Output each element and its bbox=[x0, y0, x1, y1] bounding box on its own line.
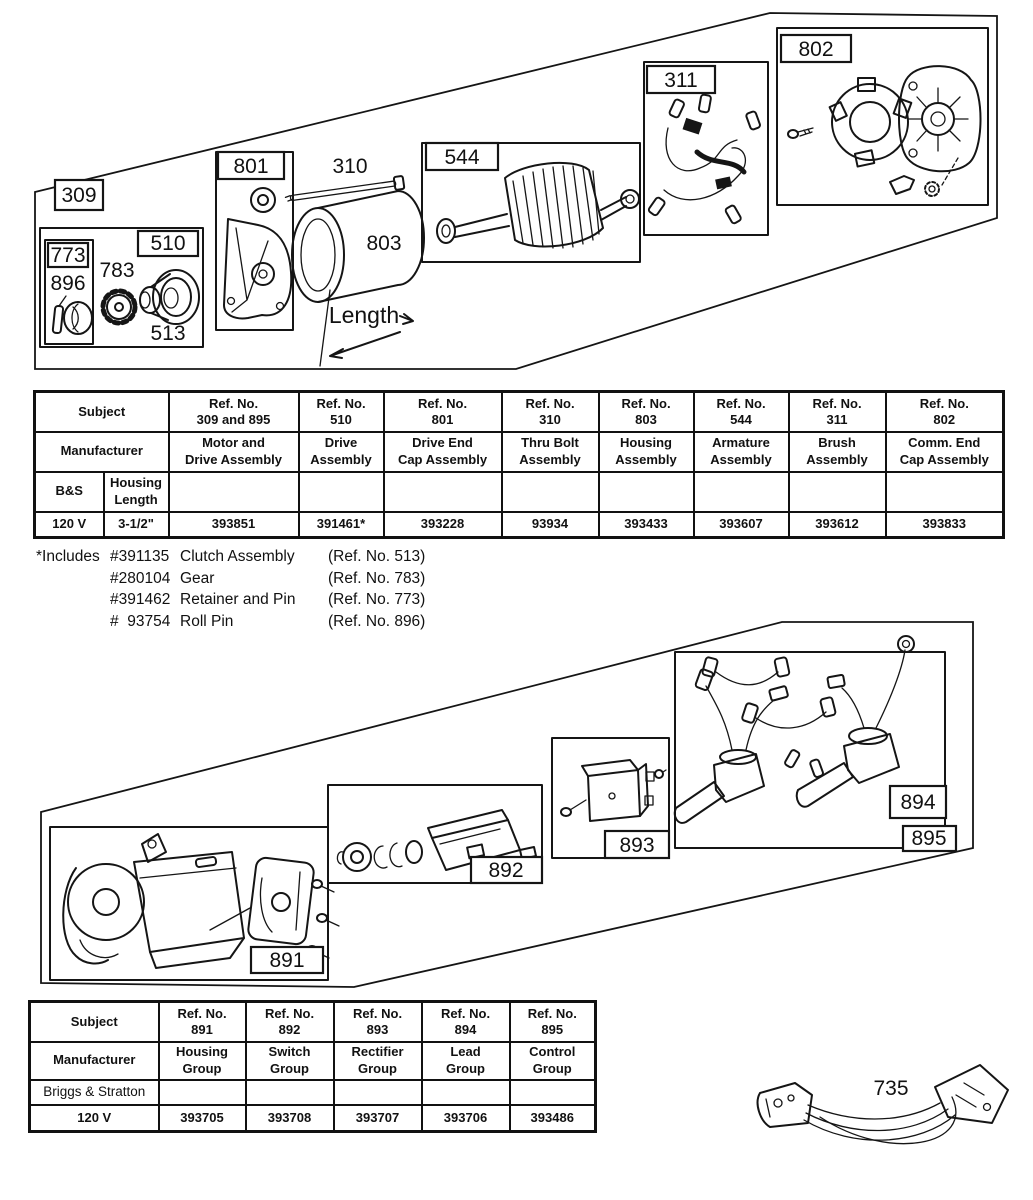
t2-ref-891: Ref. No. 891 bbox=[159, 1002, 246, 1042]
t1-ref-801: Ref. No. 801 bbox=[384, 392, 502, 432]
t1-ref-310: Ref. No. 310 bbox=[502, 392, 599, 432]
t2-name-892: Switch Group bbox=[246, 1042, 334, 1080]
t1-name-544: Armature Assembly bbox=[694, 432, 789, 472]
starter-parts-table bbox=[33, 390, 1005, 539]
footnote-desc: Retainer and Pin bbox=[180, 591, 296, 608]
t2-name-895: Control Group bbox=[510, 1042, 596, 1080]
t1-name-311: Brush Assembly bbox=[789, 432, 886, 472]
t1-name-802: Comm. End Cap Assembly bbox=[886, 432, 1004, 472]
switch-group-drawing bbox=[328, 785, 542, 883]
t1-voltage-cell: 120 V bbox=[35, 512, 104, 538]
t1-empty-cell bbox=[299, 472, 384, 512]
rollpin-leader bbox=[59, 296, 66, 306]
label-783-text: 783 bbox=[99, 259, 135, 282]
label-894-text: 894 bbox=[900, 791, 936, 814]
comm-end-cap-drawing bbox=[777, 28, 988, 205]
label-735-text: 735 bbox=[873, 1077, 909, 1100]
t1-name-310: Thru Bolt Assembly bbox=[502, 432, 599, 472]
t1-ref-544: Ref. No. 544 bbox=[694, 392, 789, 432]
t2-manufacturer-header: Manufacturer bbox=[30, 1042, 159, 1080]
t1-name-510: Drive Assembly bbox=[299, 432, 384, 472]
t2-part-893: 393707 bbox=[334, 1105, 422, 1132]
t1-brand-cell: B&S bbox=[35, 472, 104, 512]
t2-empty-cell bbox=[510, 1080, 596, 1105]
t1-ref-309: Ref. No. 309 and 895 bbox=[169, 392, 299, 432]
t1-empty-cell bbox=[384, 472, 502, 512]
thru-bolt-drawing bbox=[285, 155, 405, 205]
cord-wires bbox=[804, 1097, 956, 1144]
t1-empty-cell bbox=[502, 472, 599, 512]
length-arrow-left bbox=[330, 332, 400, 358]
brush-ring-drawing bbox=[832, 84, 908, 160]
label-892-text: 892 bbox=[488, 859, 524, 882]
footnote-lead: *Includes bbox=[36, 548, 100, 565]
footnote-part: #391135 bbox=[110, 548, 170, 565]
length-arrow-right bbox=[400, 314, 413, 324]
t1-name-803: Housing Assembly bbox=[599, 432, 694, 472]
label-309 bbox=[55, 180, 103, 210]
housing-group-drawing bbox=[50, 827, 339, 980]
t2-ref-893: Ref. No. 893 bbox=[334, 1002, 422, 1042]
label-802-text: 802 bbox=[798, 38, 834, 61]
t1-length-value-cell: 3-1/2" bbox=[104, 512, 169, 538]
t2-part-891: 393705 bbox=[159, 1105, 246, 1132]
t1-housing-length-cell: Housing Length bbox=[104, 472, 169, 512]
footnote-part: # 93754 bbox=[110, 612, 171, 630]
footnote-ref: (Ref. No. 783) bbox=[328, 569, 426, 587]
footnote-part: #391462 bbox=[110, 591, 171, 608]
footnote-part: #280104 bbox=[110, 569, 171, 587]
label-773-text: 773 bbox=[50, 244, 86, 267]
t1-part-310: 93934 bbox=[502, 512, 599, 538]
t2-brand-cell: Briggs & Stratton bbox=[30, 1080, 159, 1105]
footnote-desc: Clutch Assembly bbox=[180, 548, 295, 565]
t1-name-309: Motor and Drive Assembly bbox=[169, 432, 299, 472]
clutch-drawing bbox=[138, 231, 199, 345]
t2-voltage-cell: 120 V bbox=[30, 1105, 159, 1132]
armature-drawing bbox=[422, 143, 640, 262]
label-309-text: 309 bbox=[61, 184, 97, 207]
t1-part-311: 393612 bbox=[789, 512, 886, 538]
label-801-text: 801 bbox=[233, 155, 269, 178]
brush-assembly-drawing bbox=[644, 62, 768, 235]
label-310-text: 310 bbox=[332, 155, 368, 178]
t1-name-801: Drive End Cap Assembly bbox=[384, 432, 502, 472]
footnote-desc: Gear bbox=[180, 569, 215, 587]
t2-subject-header: Subject bbox=[30, 1002, 159, 1042]
t2-name-893: Rectifier Group bbox=[334, 1042, 422, 1080]
label-896-text: 896 bbox=[50, 272, 86, 295]
label-803-text: 803 bbox=[366, 232, 402, 255]
t2-ref-894: Ref. No. 894 bbox=[422, 1002, 510, 1042]
label-891-text: 891 bbox=[269, 949, 305, 972]
label-895-text: 895 bbox=[911, 827, 947, 850]
t1-empty-cell bbox=[599, 472, 694, 512]
retainer-rollpin-drawing bbox=[45, 240, 93, 344]
rectifier-group-drawing bbox=[552, 738, 669, 858]
t2-part-892: 393708 bbox=[246, 1105, 334, 1132]
label-895 bbox=[903, 826, 956, 851]
t1-part-803: 393433 bbox=[599, 512, 694, 538]
t1-part-544: 393607 bbox=[694, 512, 789, 538]
starter-groups-exploded-diagram bbox=[0, 600, 1033, 1000]
t1-part-801: 393228 bbox=[384, 512, 502, 538]
t2-ref-892: Ref. No. 892 bbox=[246, 1002, 334, 1042]
drive-end-cap-drawing bbox=[216, 152, 293, 330]
t1-empty-cell bbox=[789, 472, 886, 512]
t1-part-802: 393833 bbox=[886, 512, 1004, 538]
t1-subject-header: Subject bbox=[35, 392, 169, 432]
t1-part-510: 391461* bbox=[299, 512, 384, 538]
label-544-text: 544 bbox=[444, 146, 480, 169]
t2-ref-895: Ref. No. 895 bbox=[510, 1002, 596, 1042]
label-311-text: 311 bbox=[664, 69, 698, 92]
label-893-text: 893 bbox=[619, 834, 655, 857]
length-label-text: Length bbox=[328, 302, 400, 328]
footnote-ref: (Ref. No. 513) bbox=[328, 548, 426, 565]
t2-empty-cell bbox=[422, 1080, 510, 1105]
t1-ref-510: Ref. No. 510 bbox=[299, 392, 384, 432]
footnote-ref: (Ref. No. 773) bbox=[328, 591, 426, 608]
footnote-desc: Roll Pin bbox=[180, 612, 234, 630]
lead-group-drawing bbox=[675, 636, 946, 848]
t1-ref-311: Ref. No. 311 bbox=[789, 392, 886, 432]
label-510-text: 510 bbox=[150, 232, 186, 255]
footnote-ref: (Ref. No. 896) bbox=[328, 612, 426, 630]
t2-name-894: Lead Group bbox=[422, 1042, 510, 1080]
power-cord-drawing bbox=[740, 1045, 1033, 1170]
t2-part-895: 393486 bbox=[510, 1105, 596, 1132]
t1-part-309: 393851 bbox=[169, 512, 299, 538]
t1-ref-802: Ref. No. 802 bbox=[886, 392, 1004, 432]
t2-empty-cell bbox=[246, 1080, 334, 1105]
screw-drawing bbox=[788, 130, 798, 138]
groups-parts-table bbox=[28, 1000, 597, 1133]
starter-motor-exploded-diagram bbox=[0, 0, 1033, 385]
t1-manufacturer-header: Manufacturer bbox=[35, 432, 169, 472]
t1-ref-803: Ref. No. 803 bbox=[599, 392, 694, 432]
t1-empty-cell bbox=[169, 472, 299, 512]
t1-empty-cell bbox=[694, 472, 789, 512]
gear-drawing bbox=[99, 259, 135, 323]
label-513-text: 513 bbox=[150, 322, 186, 345]
t1-empty-cell bbox=[886, 472, 1004, 512]
housing-drawing bbox=[292, 191, 424, 302]
t2-part-894: 393706 bbox=[422, 1105, 510, 1132]
length-dimension bbox=[320, 290, 413, 366]
cord-right-connector bbox=[935, 1065, 1008, 1123]
t2-name-891: Housing Group bbox=[159, 1042, 246, 1080]
t2-empty-cell bbox=[159, 1080, 246, 1105]
rollpin-drawing bbox=[53, 306, 64, 334]
t2-empty-cell bbox=[334, 1080, 422, 1105]
